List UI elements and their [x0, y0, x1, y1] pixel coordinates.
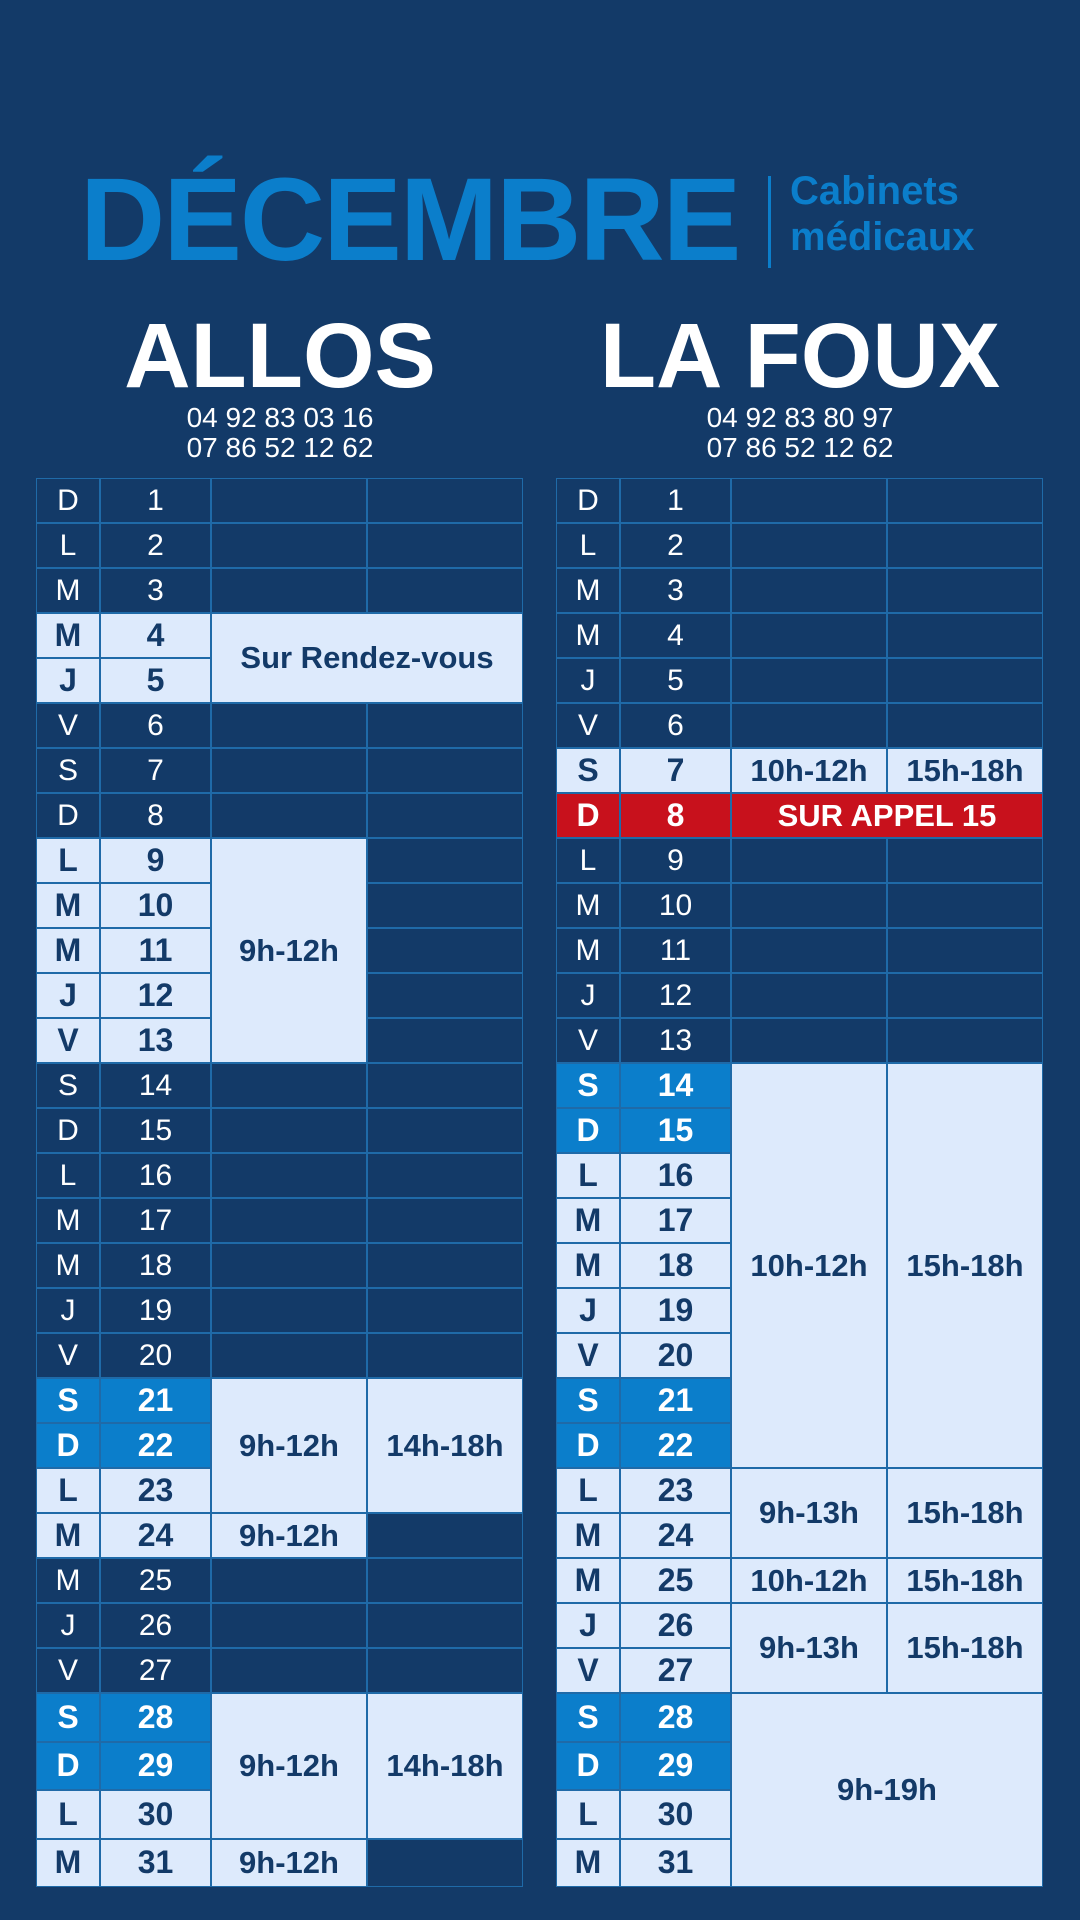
empty-slot: [887, 973, 1043, 1018]
day-letter: S: [36, 748, 100, 793]
day-number: 21: [620, 1378, 731, 1423]
day-number: 14: [100, 1063, 211, 1108]
day-number: 15: [100, 1108, 211, 1153]
phone-allos-2: 07 86 52 12 62: [186, 432, 374, 463]
empty-slot: [731, 883, 887, 928]
day-number: 21: [100, 1378, 211, 1423]
day-number: 29: [100, 1742, 211, 1791]
day-letter: J: [36, 658, 100, 703]
empty-slot: [887, 568, 1043, 613]
empty-slot: [367, 1288, 523, 1333]
empty-slot: [887, 658, 1043, 703]
empty-slot: [367, 1603, 523, 1648]
hours-cell: 10h-12h: [731, 1558, 887, 1603]
day-letter: L: [36, 1468, 100, 1513]
empty-slot: [367, 703, 523, 748]
day-number: 15: [620, 1108, 731, 1153]
day-number: 11: [100, 928, 211, 973]
empty-slot: [367, 838, 523, 883]
day-number: 30: [100, 1790, 211, 1839]
hours-cell: 15h-18h: [887, 748, 1043, 793]
empty-slot: [211, 1243, 367, 1288]
day-letter: V: [556, 1018, 620, 1063]
hours-cell: 9h-13h: [731, 1468, 887, 1558]
day-number: 19: [620, 1288, 731, 1333]
day-number: 6: [100, 703, 211, 748]
day-letter: M: [36, 613, 100, 658]
hours-cell: 10h-12h: [731, 1063, 887, 1468]
day-number: 22: [620, 1423, 731, 1468]
empty-slot: [211, 748, 367, 793]
empty-slot: [211, 1063, 367, 1108]
day-letter: V: [36, 1333, 100, 1378]
empty-slot: [367, 1198, 523, 1243]
empty-slot: [887, 1018, 1043, 1063]
calendar-allos: [36, 478, 523, 1887]
day-number: 28: [620, 1693, 731, 1742]
phone-la-foux-1: 04 92 83 80 97: [706, 402, 894, 433]
day-letter: J: [556, 658, 620, 703]
empty-slot: [211, 1153, 367, 1198]
empty-slot: [887, 928, 1043, 973]
empty-slot: [211, 1603, 367, 1648]
hours-cell: 9h-12h: [211, 838, 367, 1063]
day-number: 6: [620, 703, 731, 748]
hours-cell: 9h-12h: [211, 1513, 367, 1558]
subtitle-line-2: médicaux: [790, 215, 975, 259]
empty-slot: [367, 1648, 523, 1693]
empty-slot: [211, 1558, 367, 1603]
day-letter: M: [556, 613, 620, 658]
day-letter: M: [36, 1198, 100, 1243]
hours-cell: 9h-12h: [211, 1693, 367, 1839]
empty-slot: [731, 568, 887, 613]
day-letter: M: [36, 1243, 100, 1288]
day-letter: V: [36, 1018, 100, 1063]
day-number: 31: [100, 1839, 211, 1888]
day-number: 4: [620, 613, 731, 658]
day-letter: D: [556, 1423, 620, 1468]
day-number: 8: [620, 793, 731, 838]
month-title: DÉCEMBRE: [80, 154, 740, 286]
hours-cell: 10h-12h: [731, 748, 887, 793]
subtitle: [790, 168, 1050, 260]
day-number: 23: [620, 1468, 731, 1513]
day-number: 26: [620, 1603, 731, 1648]
empty-slot: [367, 478, 523, 523]
empty-slot: [731, 658, 887, 703]
day-letter: D: [36, 1108, 100, 1153]
day-letter: S: [36, 1693, 100, 1742]
day-letter: M: [556, 1243, 620, 1288]
day-number: 17: [100, 1198, 211, 1243]
day-letter: M: [36, 568, 100, 613]
day-letter: D: [36, 793, 100, 838]
empty-slot: [367, 568, 523, 613]
empty-slot: [887, 613, 1043, 658]
empty-slot: [731, 1018, 887, 1063]
header: [0, 0, 1080, 480]
empty-slot: [731, 703, 887, 748]
hours-cell: SUR APPEL 15: [731, 793, 1043, 838]
day-letter: D: [556, 1742, 620, 1791]
day-letter: M: [36, 1839, 100, 1888]
calendar-la-foux: [556, 478, 1043, 1887]
empty-slot: [731, 973, 887, 1018]
day-letter: L: [556, 1790, 620, 1839]
day-number: 24: [620, 1513, 731, 1558]
empty-slot: [211, 478, 367, 523]
hours-cell: 15h-18h: [887, 1603, 1043, 1693]
empty-slot: [731, 613, 887, 658]
day-number: 18: [620, 1243, 731, 1288]
day-number: 14: [620, 1063, 731, 1108]
day-number: 23: [100, 1468, 211, 1513]
day-number: 16: [100, 1153, 211, 1198]
hours-cell: 15h-18h: [887, 1558, 1043, 1603]
empty-slot: [211, 1288, 367, 1333]
hours-cell: 9h-19h: [731, 1693, 1043, 1887]
day-number: 28: [100, 1693, 211, 1742]
empty-slot: [367, 1243, 523, 1288]
day-number: 26: [100, 1603, 211, 1648]
day-letter: M: [556, 1198, 620, 1243]
day-number: 1: [620, 478, 731, 523]
day-letter: M: [36, 1558, 100, 1603]
empty-slot: [731, 478, 887, 523]
empty-slot: [367, 1018, 523, 1063]
day-letter: V: [36, 1648, 100, 1693]
hours-cell: 9h-13h: [731, 1603, 887, 1693]
day-number: 13: [100, 1018, 211, 1063]
empty-slot: [211, 523, 367, 568]
day-number: 10: [100, 883, 211, 928]
location-name-la-foux: LA FOUX: [599, 305, 1001, 407]
hours-cell: 14h-18h: [367, 1378, 523, 1513]
empty-slot: [887, 523, 1043, 568]
empty-slot: [887, 478, 1043, 523]
day-number: 12: [620, 973, 731, 1018]
day-number: 30: [620, 1790, 731, 1839]
day-letter: V: [556, 1648, 620, 1693]
empty-slot: [211, 1333, 367, 1378]
day-letter: M: [36, 1513, 100, 1558]
day-number: 20: [620, 1333, 731, 1378]
empty-slot: [887, 883, 1043, 928]
hours-cell: 15h-18h: [887, 1468, 1043, 1558]
day-letter: M: [556, 1513, 620, 1558]
day-letter: J: [36, 1288, 100, 1333]
hours-cell: Sur Rendez-vous: [211, 613, 523, 703]
day-letter: J: [556, 973, 620, 1018]
day-letter: S: [556, 1693, 620, 1742]
day-letter: L: [556, 838, 620, 883]
day-number: 7: [100, 748, 211, 793]
day-number: 4: [100, 613, 211, 658]
day-letter: S: [36, 1063, 100, 1108]
hours-cell: 9h-12h: [211, 1839, 367, 1888]
empty-slot: [211, 568, 367, 613]
day-letter: M: [556, 883, 620, 928]
location-name-allos: ALLOS: [124, 305, 436, 407]
empty-slot: [367, 1153, 523, 1198]
day-letter: J: [36, 973, 100, 1018]
empty-slot: [887, 703, 1043, 748]
day-number: 20: [100, 1333, 211, 1378]
hours-cell: 15h-18h: [887, 1063, 1043, 1468]
day-letter: L: [36, 1790, 100, 1839]
day-letter: J: [556, 1288, 620, 1333]
day-letter: L: [36, 838, 100, 883]
day-number: 2: [100, 523, 211, 568]
day-letter: S: [556, 1063, 620, 1108]
day-letter: D: [36, 1423, 100, 1468]
day-letter: M: [556, 928, 620, 973]
day-number: 19: [100, 1288, 211, 1333]
day-letter: L: [36, 1153, 100, 1198]
empty-slot: [211, 1198, 367, 1243]
empty-slot: [367, 1108, 523, 1153]
day-number: 25: [100, 1558, 211, 1603]
day-number: 18: [100, 1243, 211, 1288]
hours-cell: 9h-12h: [211, 1378, 367, 1513]
empty-slot: [211, 1108, 367, 1153]
day-letter: L: [556, 1468, 620, 1513]
day-number: 11: [620, 928, 731, 973]
day-number: 1: [100, 478, 211, 523]
empty-slot: [731, 838, 887, 883]
phone-la-foux-2: 07 86 52 12 62: [706, 432, 894, 463]
day-letter: S: [36, 1378, 100, 1423]
empty-slot: [367, 523, 523, 568]
day-letter: L: [556, 523, 620, 568]
day-number: 24: [100, 1513, 211, 1558]
empty-slot: [367, 928, 523, 973]
empty-slot: [367, 793, 523, 838]
empty-slot: [367, 883, 523, 928]
day-letter: S: [556, 748, 620, 793]
hours-cell: 14h-18h: [367, 1693, 523, 1839]
day-letter: M: [36, 928, 100, 973]
empty-slot: [731, 928, 887, 973]
day-letter: D: [556, 793, 620, 838]
day-letter: V: [36, 703, 100, 748]
empty-slot: [211, 793, 367, 838]
empty-slot: [367, 748, 523, 793]
day-letter: V: [556, 1333, 620, 1378]
title-divider: [768, 176, 771, 268]
empty-slot: [367, 1063, 523, 1108]
day-number: 25: [620, 1558, 731, 1603]
day-number: 27: [620, 1648, 731, 1693]
day-letter: M: [556, 1839, 620, 1888]
day-letter: M: [556, 568, 620, 613]
empty-slot: [211, 703, 367, 748]
day-number: 8: [100, 793, 211, 838]
day-number: 12: [100, 973, 211, 1018]
day-number: 10: [620, 883, 731, 928]
empty-slot: [367, 1839, 523, 1888]
empty-slot: [367, 973, 523, 1018]
subtitle-line-1: Cabinets: [790, 169, 959, 213]
day-number: 31: [620, 1839, 731, 1888]
empty-slot: [367, 1513, 523, 1558]
day-letter: S: [556, 1378, 620, 1423]
empty-slot: [367, 1333, 523, 1378]
day-letter: V: [556, 703, 620, 748]
day-number: 5: [100, 658, 211, 703]
phone-allos-1: 04 92 83 03 16: [186, 402, 374, 433]
day-letter: D: [556, 1108, 620, 1153]
day-number: 17: [620, 1198, 731, 1243]
empty-slot: [367, 1558, 523, 1603]
empty-slot: [731, 523, 887, 568]
day-letter: J: [36, 1603, 100, 1648]
day-number: 13: [620, 1018, 731, 1063]
day-letter: D: [556, 478, 620, 523]
day-number: 16: [620, 1153, 731, 1198]
day-number: 9: [620, 838, 731, 883]
day-letter: D: [36, 1742, 100, 1791]
day-number: 5: [620, 658, 731, 703]
day-number: 3: [620, 568, 731, 613]
empty-slot: [887, 838, 1043, 883]
day-number: 7: [620, 748, 731, 793]
day-number: 2: [620, 523, 731, 568]
day-number: 29: [620, 1742, 731, 1791]
day-number: 3: [100, 568, 211, 613]
day-letter: J: [556, 1603, 620, 1648]
day-number: 27: [100, 1648, 211, 1693]
empty-slot: [211, 1648, 367, 1693]
day-letter: D: [36, 478, 100, 523]
day-letter: L: [556, 1153, 620, 1198]
day-number: 22: [100, 1423, 211, 1468]
day-letter: M: [556, 1558, 620, 1603]
day-number: 9: [100, 838, 211, 883]
day-letter: L: [36, 523, 100, 568]
day-letter: M: [36, 883, 100, 928]
